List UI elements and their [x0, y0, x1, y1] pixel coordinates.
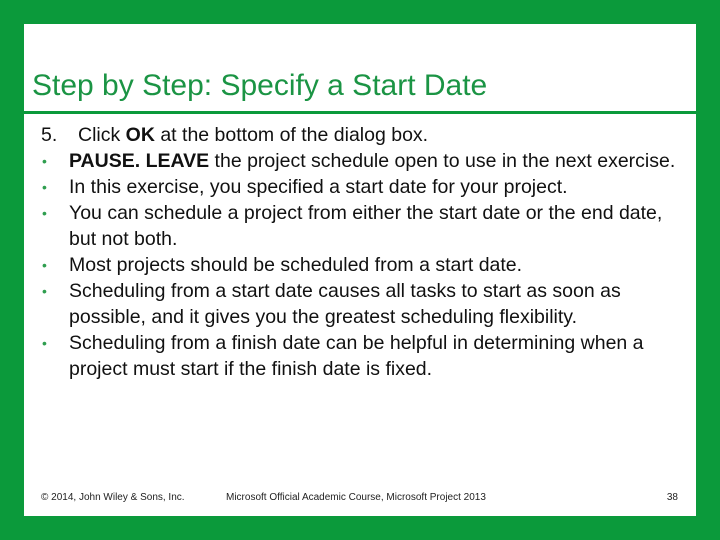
- bullet-item: [41, 148, 691, 174]
- bullet-icon: •: [42, 257, 47, 273]
- bullet-bold: PAUSE. LEAVE: [69, 150, 210, 172]
- slide-title: Step by Step: Specify a Start Date: [32, 69, 488, 102]
- bullet-item: [41, 174, 691, 200]
- step-item: [41, 122, 691, 148]
- bullet-body: the project schedule open to use in the next exercise.: [209, 150, 676, 172]
- bullet-icon: •: [42, 153, 47, 169]
- step-text-after: at the bottom of the dialog box.: [154, 124, 429, 146]
- bullet-text: Scheduling from a start date causes all tasks to start as soon as possible, and it gives you the greatest scheduling flexibility.: [69, 280, 621, 328]
- footer-copyright: © 2014, John Wiley & Sons, Inc.: [41, 492, 185, 503]
- bullet-text: [69, 148, 691, 174]
- bullet-item: [41, 330, 691, 382]
- title-divider: [24, 111, 696, 114]
- step-text: [78, 122, 691, 148]
- step-number: 5.: [41, 124, 58, 146]
- bullet-icon: •: [42, 205, 47, 221]
- slide-content: [41, 122, 691, 382]
- bullet-icon: •: [42, 179, 47, 195]
- bullet-text: Most projects should be scheduled from a start date.: [69, 254, 523, 276]
- bullet-icon: •: [42, 335, 47, 351]
- footer-course: Microsoft Official Academic Course, Microsoft Project 2013: [226, 492, 486, 503]
- bullet-item: [41, 252, 691, 278]
- bullet-icon: •: [42, 283, 47, 299]
- bullet-item: [41, 278, 691, 330]
- bullet-item: [41, 200, 691, 252]
- bullet-text: In this exercise, you specified a start date for your project.: [69, 176, 568, 198]
- page-number: 38: [666, 492, 678, 503]
- bullet-text: Scheduling from a finish date can be helpful in determining when a project must start if the finish date is fixed.: [69, 332, 644, 380]
- step-text-bold: OK: [125, 124, 155, 146]
- bullet-text: You can schedule a project from either the start date or the end date, but not both.: [69, 202, 663, 250]
- slide-body: [24, 24, 696, 516]
- step-text-before: Click: [78, 124, 126, 146]
